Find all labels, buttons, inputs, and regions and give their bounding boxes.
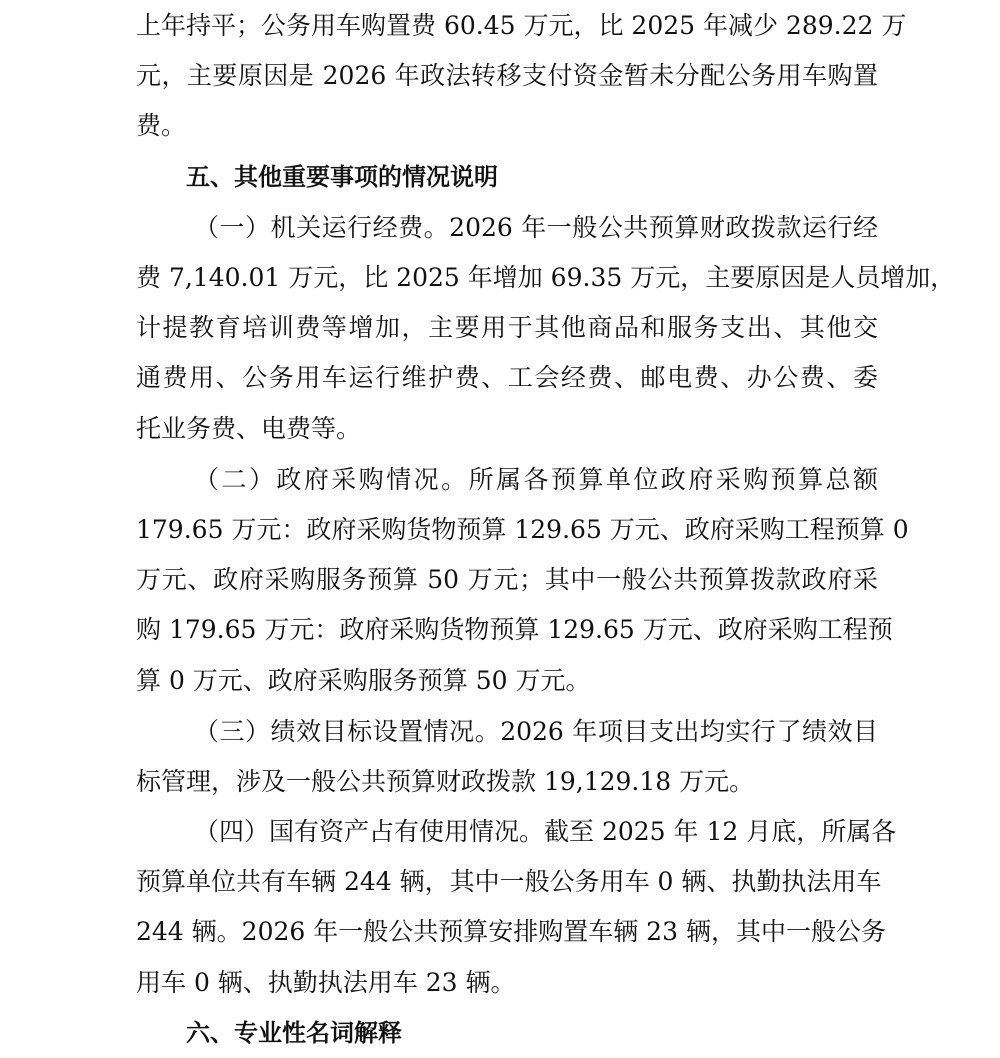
paragraph-line: 费。	[136, 111, 187, 140]
paragraph-line: 费 7,140.01 万元，比 2025 年增加 69.35 万元，主要原因是人员增加，	[136, 263, 956, 292]
paragraph-line: 244 辆。2026 年一般公共预算安排购置车辆 23 辆，其中一般公务	[136, 917, 886, 946]
paragraph-line: 算 0 万元、政府采购服务预算 50 万元。	[136, 666, 591, 695]
paragraph-line: 计提教育培训费等增加，主要用于其他商品和服务支出、其他交	[136, 313, 878, 342]
paragraph-line: 购 179.65 万元：政府采购货物预算 129.65 万元、政府采购工程预	[136, 615, 893, 644]
paragraph-line: 用车 0 辆、执勤执法用车 23 辆。	[136, 968, 516, 997]
paragraph-line: （三）绩效目标设置情况。2026 年项目支出均实行了绩效目	[194, 717, 878, 746]
paragraph-line: （一）机关运行经费。2026 年一般公共预算财政拨款运行经	[194, 213, 878, 242]
paragraph-line: 预算单位共有车辆 244 辆，其中一般公务用车 0 辆、执勤执法用车	[136, 867, 882, 896]
paragraph-line: 万元、政府采购服务预算 50 万元；其中一般公共预算拨款政府采	[136, 565, 878, 594]
paragraph-line: 179.65 万元：政府采购货物预算 129.65 万元、政府采购工程预算 0	[136, 515, 909, 544]
paragraph-line: 通费用、公务用车运行维护费、工会经费、邮电费、办公费、委	[136, 363, 878, 392]
paragraph-line: （四）国有资产占有使用情况。截至 2025 年 12 月底，所属各	[194, 817, 897, 846]
paragraph-line: 上年持平；公务用车购置费 60.45 万元，比 2025 年减少 289.22 万	[136, 11, 907, 40]
section-heading: 五、其他重要事项的情况说明	[186, 163, 498, 191]
paragraph-line: 标管理，涉及一般公共预算财政拨款 19,129.18 万元。	[136, 767, 755, 796]
section-heading: 六、专业性名词解释	[186, 1019, 402, 1047]
paragraph-line: 托业务费、电费等。	[136, 414, 362, 443]
paragraph-line: （二）政府采购情况。所属各预算单位政府采购预算总额	[194, 465, 878, 494]
paragraph-line: 元，主要原因是 2026 年政法转移支付资金暂未分配公务用车购置	[136, 61, 878, 90]
